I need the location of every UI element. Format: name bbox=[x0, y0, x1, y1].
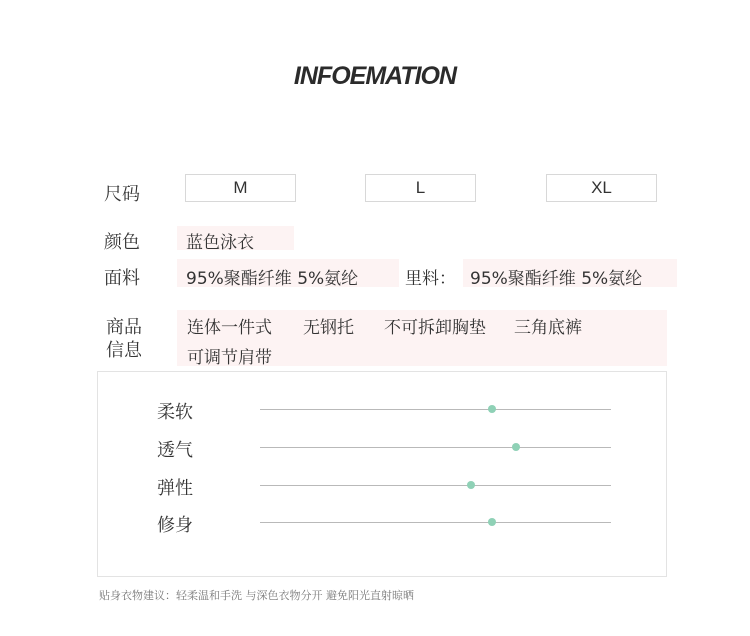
size-option-l[interactable]: L bbox=[365, 174, 476, 202]
feature-item: 连体一件式 bbox=[187, 318, 272, 338]
attribute-track bbox=[260, 409, 611, 410]
attribute-label: 修身 bbox=[157, 515, 193, 536]
product-info-label-line1: 商品 bbox=[106, 317, 142, 338]
feature-item: 三角底裤 bbox=[514, 318, 582, 338]
size-label: 尺码 bbox=[104, 184, 140, 205]
page-title: INFOEMATION bbox=[293, 62, 457, 90]
product-info-label-line2: 信息 bbox=[106, 340, 142, 361]
attribute-level-dot bbox=[488, 405, 496, 413]
attribute-label: 弹性 bbox=[157, 478, 193, 499]
attribute-track bbox=[260, 485, 611, 486]
size-option-xl[interactable]: XL bbox=[546, 174, 657, 202]
attribute-level-dot bbox=[467, 481, 475, 489]
feature-item: 无钢托 bbox=[303, 318, 354, 338]
color-label: 颜色 bbox=[104, 232, 140, 253]
attribute-label: 柔软 bbox=[157, 402, 193, 423]
color-value: 蓝色泳衣 bbox=[186, 233, 254, 253]
attribute-track bbox=[260, 447, 611, 448]
feature-item: 不可拆卸胸垫 bbox=[384, 318, 486, 338]
attribute-label: 透气 bbox=[157, 440, 193, 461]
attribute-level-dot bbox=[488, 518, 496, 526]
fabric-value: 95%聚酯纤维 5%氨纶 bbox=[186, 269, 359, 289]
lining-value: 95%聚酯纤维 5%氨纶 bbox=[470, 269, 643, 289]
care-note: 贴身衣物建议：轻柔温和手洗 与深色衣物分开 避免阳光直射晾晒 bbox=[99, 589, 414, 602]
size-option-m[interactable]: M bbox=[185, 174, 296, 202]
lining-label: 里料： bbox=[405, 269, 456, 289]
attribute-track bbox=[260, 522, 611, 523]
feature-item: 可调节肩带 bbox=[187, 348, 272, 368]
fabric-label: 面料 bbox=[104, 268, 140, 289]
